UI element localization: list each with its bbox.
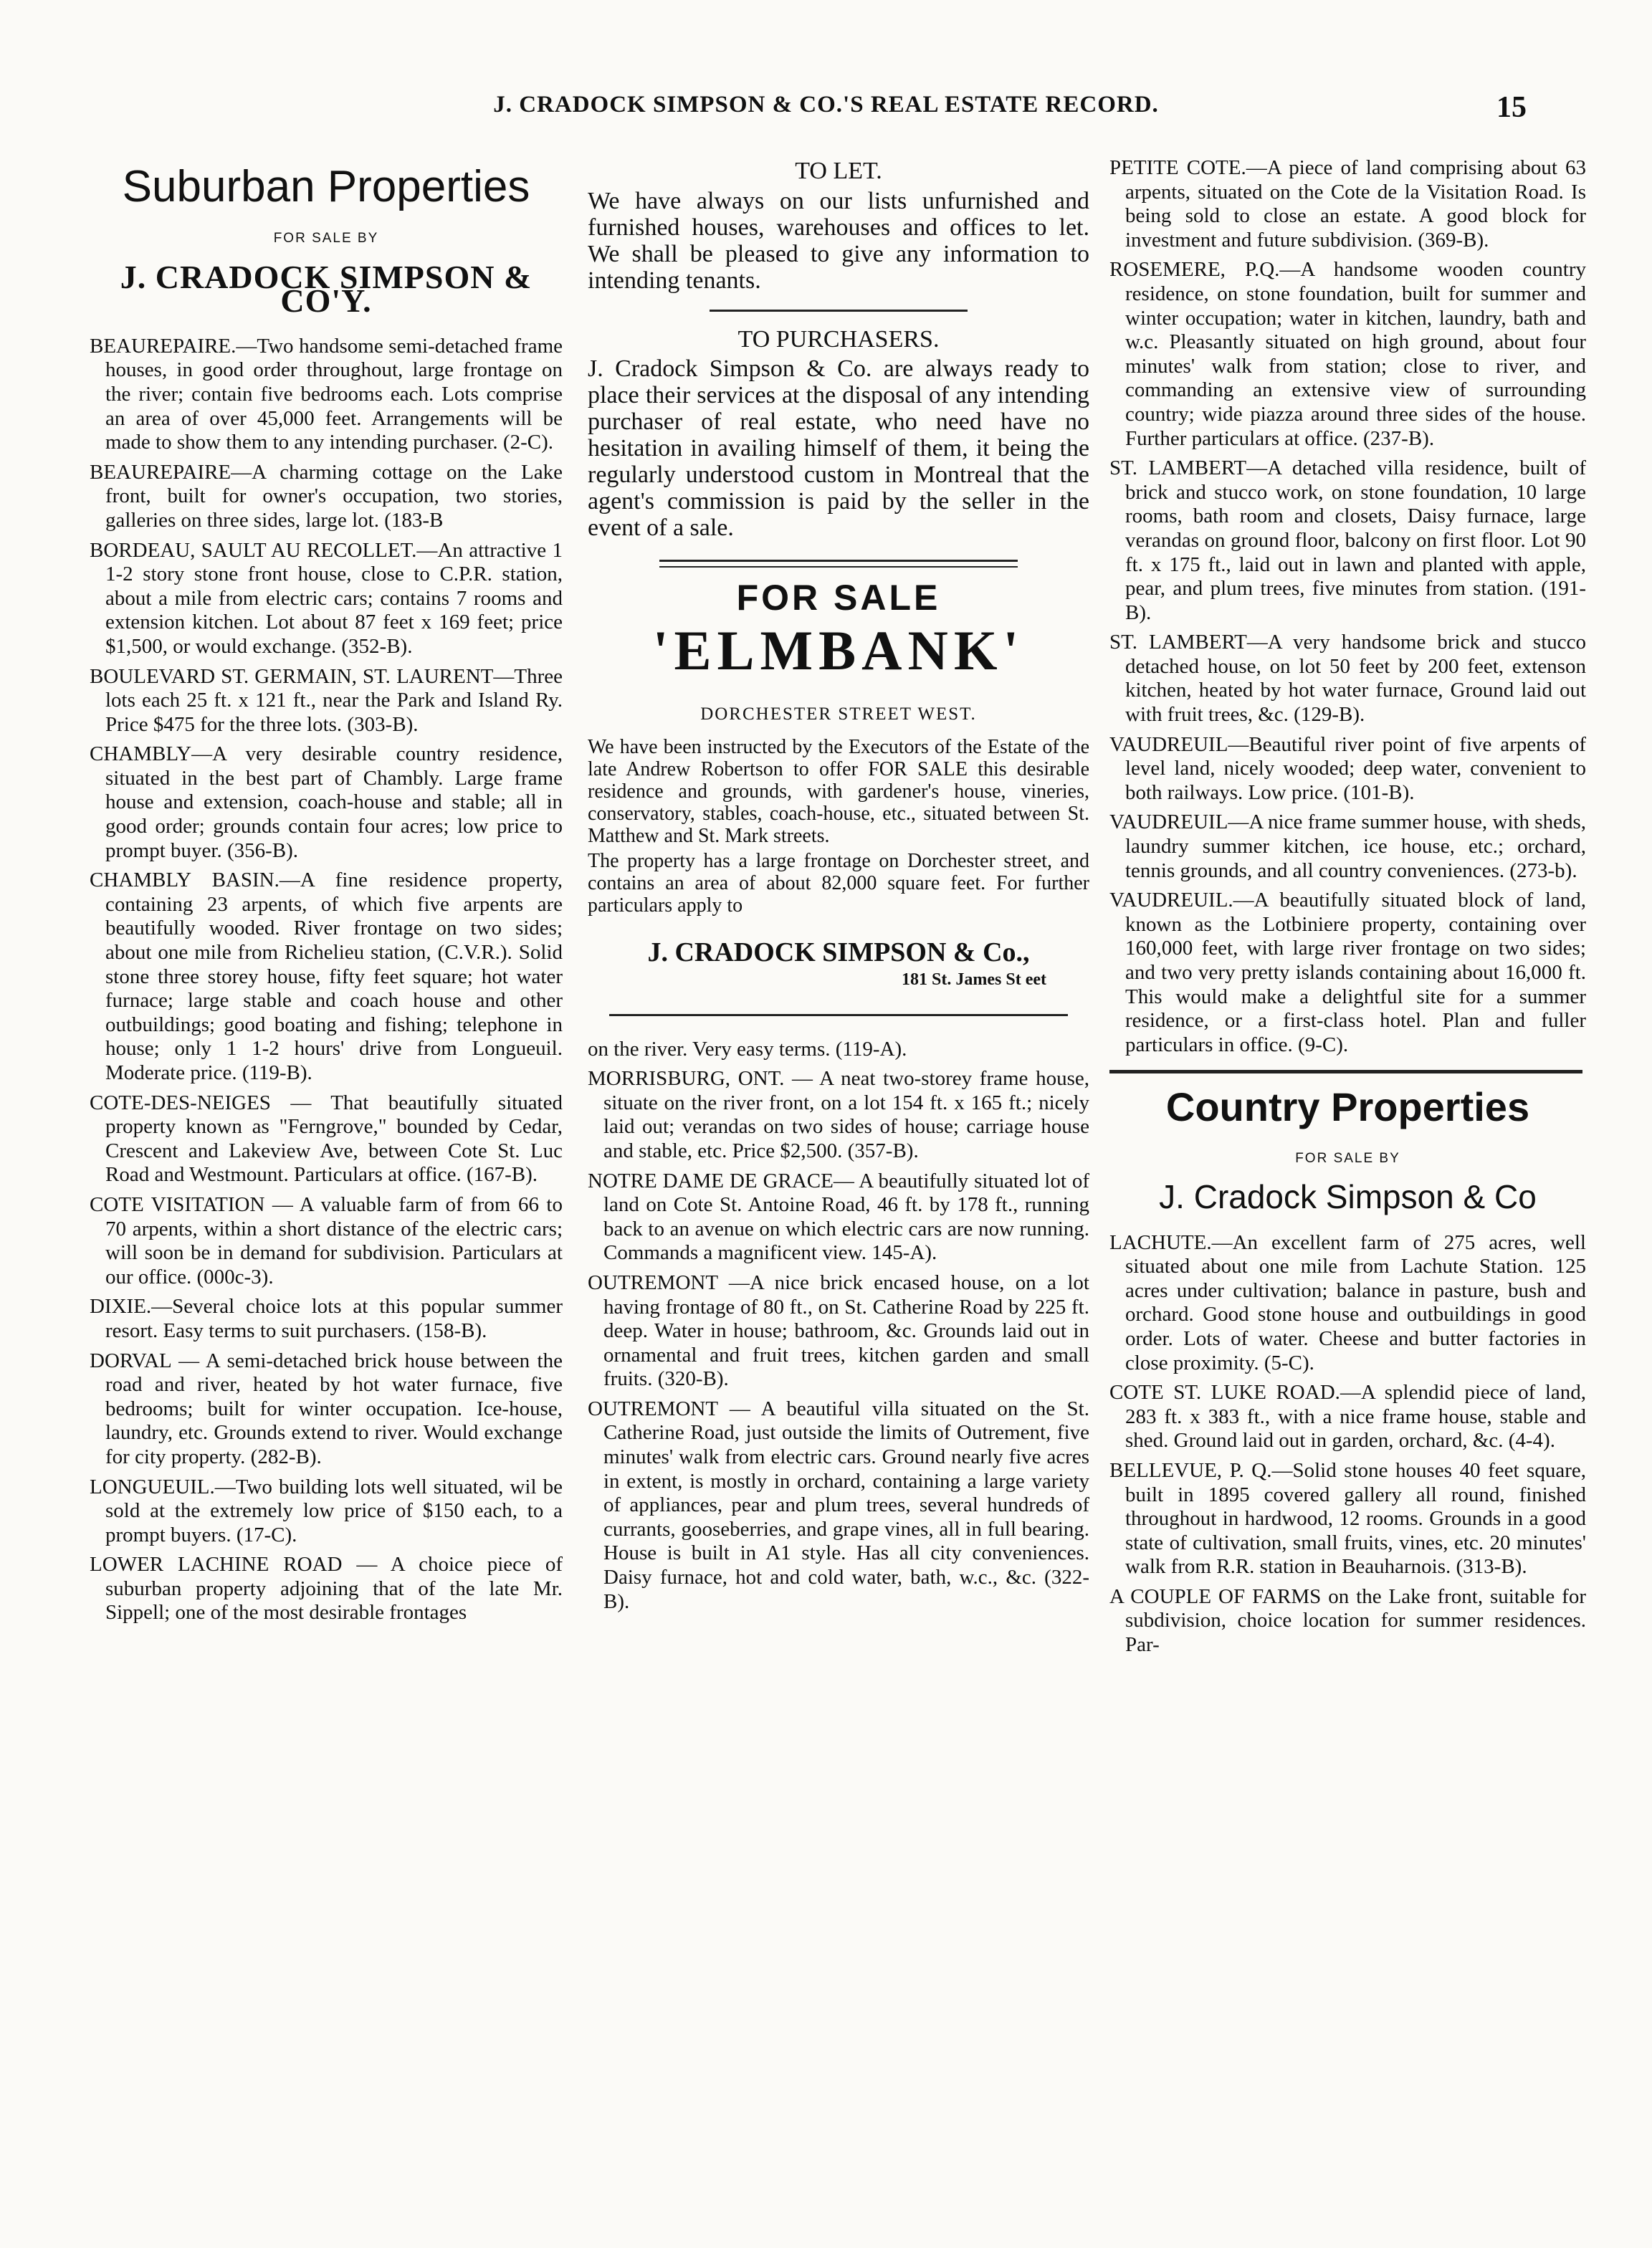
listing-entry: BOULEVARD ST. GERMAIN, ST. LAURENT—Three lots each 25 ft. x 121 ft., near the Park and Island Ry. Price $475 for the three lots. (303-B). — [90, 664, 563, 736]
for-sale-heading: FOR SALE — [736, 578, 941, 618]
divider — [1109, 1070, 1582, 1073]
listing-entry: COTE-DES-NEIGES — That beautifully situated property known as "Ferngrove," bounded by Cedar, Crescent and Lakeview Ave, between Cote St. Luc Road and Westmount. Particulars at office. (167-B). — [90, 1091, 563, 1187]
listing-entry: CHAMBLY—A very desirable country residence, situated in the best part of Chambly. Large frame house and extension, coach-house and stable; all in good order; grounds contain four acres; low price to prompt buyer. (356-B). — [90, 742, 563, 862]
suburban-sale-by: FOR SALE BY — [273, 231, 379, 246]
purchasers-heading: TO PURCHASERS. — [737, 325, 940, 353]
column-middle — [588, 156, 1089, 2195]
listing-entry: DORVAL — A semi-detached brick house between the road and river, heated by hot water furnace, five bedrooms; built for winter occupation. Ice-house, laundry, etc. Grounds extend to river. Would exchange for city property. (282-B). — [90, 1349, 563, 1468]
firm-signature: J. CRADOCK SIMPSON & Co., — [647, 937, 1030, 968]
divider — [609, 1014, 1068, 1016]
listing-entry: A COUPLE OF FARMS on the Lake front, suitable for subdivision, choice location for summer residences. Par- — [1109, 1584, 1586, 1657]
purchasers-text: J. Cradock Simpson & Co. are always ready to place their services at the disposal of any intending purchaser of real estate, who need have no hesitation in availing himself of them, it being the regularly understood custom in Montreal that the agent's commission is paid by the seller in the event of a sale. — [588, 355, 1089, 542]
elmbank-title: 'ELMBANK' — [652, 618, 1025, 681]
column-right — [1109, 156, 1586, 2195]
page-number: 15 — [1496, 91, 1527, 124]
listing-entry: VAUDREUIL—Beautiful river point of five arpents of level land, nicely wooded; deep water, convenient to both railways. Low price. (101-B). — [1109, 732, 1586, 804]
listing-entry: ST. LAMBERT—A very handsome brick and stucco detached house, on lot 50 feet by 200 feet, extenson kitchen, heated by hot water furnace, Ground laid out with fruit trees, &c. (129-B). — [1109, 631, 1586, 727]
listing-entry: OUTREMONT —A nice brick encased house, on a lot having frontage of 80 ft., on St. Catherine Road by 225 ft. deep. Water in house; bathroom, &c. Grounds laid out in ornamental and fruit trees, kitchen garden and small fruits. (320-B). — [588, 1271, 1089, 1391]
listing-entry: on the river. Very easy terms. (119-A). — [588, 1037, 907, 1061]
double-rule — [659, 560, 1018, 568]
listing-entry: BEAUREPAIRE.—Two handsome semi-detached frame houses, in good order throughout, large frontage on the river; contain five bedrooms each. Lots comprise an area of over 45,000 feet. Arrangements will be made to show them to any intending purchaser. (2-C). — [90, 334, 563, 454]
listing-entry: PETITE COTE.—A piece of land comprising about 63 arpents, situated on the Cote de la Visitation Road. Is being sold to close an estate. A good block for investment and future subdivision. (369-B). — [1109, 156, 1586, 252]
suburban-title: Suburban Properties — [122, 162, 530, 211]
listing-entry: OUTREMONT — A beautiful villa situated on the St. Catherine Road, just outside the limits of Outrement, five minutes' walk from electric cars. Ground nearly five acres in extent, is mostly in orchard, containing a large variety of appliances, pear and plum trees, several hundreds of currants, gooseberries, and grape vines, all in full bearing. House is built in A1 style. Has all city conveniences. Daisy furnace, hot and cold water, bath, w.c., &c. (322-B). — [588, 1397, 1089, 1613]
elmbank-text: The property has a large frontage on Dorchester street, and contains an area of about 82,000 square feet. For further particulars apply to — [588, 850, 1089, 917]
to-let-heading: TO LET. — [795, 158, 882, 184]
listing-entry: BELLEVUE, P. Q.—Solid stone houses 40 feet square, built in 1895 covered gallery all round, finished throughout in hardwood, 12 rooms. Grounds in a good state of cultivation, small fruits, vines, etc. 20 minutes' walk from R.R. station in Beauharnois. (313-B). — [1109, 1458, 1586, 1579]
to-let-text: We have always on our lists unfurnished and furnished houses, warehouses and offices to let. We shall be pleased to give any information to intending tenants. — [588, 187, 1089, 294]
firm-address: 181 St. James St eet — [902, 970, 1046, 989]
country-title: Country Properties — [1165, 1084, 1530, 1130]
listing-entry: ST. LAMBERT—A detached villa residence, built of brick and stucco work, on stone foundation, 10 large rooms, bath room and closets, Daisy furnace, large verandas on ground floor, balcony on first floor. Lot 90 ft. x 175 ft., laid out in lawn and planted with apple, pear, and plum trees, five minutes from station. (191-B). — [1109, 456, 1586, 624]
suburban-firm: J. CRADOCK SIMPSON & CO'Y. — [120, 258, 533, 320]
elmbank-street: DORCHESTER STREET WEST. — [700, 704, 977, 724]
listing-entry: LONGUEUIL.—Two building lots well situated, wil be sold at the extremely low price of $150 each, to a prompt buyers. (17-C). — [90, 1475, 563, 1546]
listing-entry: LACHUTE.—An excellent farm of 275 acres, well situated about one mile from Lachute Station. 125 acres under cultivation; balance in pasture, bush and orchard. Good stone house and outbuildings in good order. Lots of water. Cheese and butter factories in close proximity. (5-C). — [1109, 1230, 1586, 1374]
listing-entry: LOWER LACHINE ROAD — A choice piece of suburban property adjoining that of the late Mr. Sippell; one of the most desirable frontages — [90, 1553, 563, 1625]
listing-entry: MORRISBURG, ONT. — A neat two-storey frame house, situate on the river front, on a lot 154 ft. x 165 ft.; nicely laid out; verandas on two sides of house; carriage house and stable, etc. Price $2,500. (357-B). — [588, 1067, 1089, 1162]
listing-entry: COTE ST. LUKE ROAD.—A splendid piece of land, 283 ft. x 383 ft., with a nice frame house, stable and shed. Ground laid out in garden, orchard, &c. (4-4). — [1109, 1381, 1586, 1453]
listing-entry: VAUDREUIL.—A beautifully situated block of land, known as the Lotbiniere property, containing over 160,000 feet, with large river frontage on two sides; and two very pretty islands containing about 16,000 ft. This would make a delightful site for a summer residence, or a first-class hotel. Plan and fuller particulars in office. (9-C). — [1109, 889, 1586, 1056]
running-title: J. CRADOCK SIMPSON & CO.'S REAL ESTATE RECORD. — [493, 92, 1159, 118]
country-sale-by: FOR SALE BY — [1295, 1151, 1400, 1167]
divider — [710, 310, 968, 312]
listing-entry: CHAMBLY BASIN.—A fine residence property, containing 23 arpents, of which five arpents are beautifully wooded. River frontage on two sides; about one mile from Richelieu station, (C.V.R.). Solid stone three storey house, fifty feet square; hot water furnace; large stable and coach house and other outbuildings; good boating and fishing; telephone in house; only 1 1-2 hours' drive from Longueuil. Moderate price. (119-B). — [90, 869, 563, 1084]
listing-entry: DIXIE.—Several choice lots at this popular summer resort. Easy terms to suit purchasers. (158-B). — [90, 1295, 563, 1342]
column-suburban — [90, 156, 563, 2195]
country-firm: J. Cradock Simpson & Co — [1159, 1177, 1537, 1215]
listing-entry: BEAUREPAIRE—A charming cottage on the Lake front, built for owner's occupation, two stories, galleries on three sides, large lot. (183-B — [90, 460, 563, 532]
page-header — [0, 92, 1652, 135]
listing-entry: BORDEAU, SAULT AU RECOLLET.—An attractive 1 1-2 story stone front house, close to C.P.R. station, about a mile from electric cars; contains 7 rooms and extension kitchen. Lot about 87 feet x 169 feet; price $1,500, or would exchange. (352-B). — [90, 538, 563, 658]
listing-entry: ROSEMERE, P.Q.—A handsome wooden country residence, on stone foundation, built for summer and winter occupation; water in kitchen, laundry, bath and w.c. Pleasantly situated on high ground, about four minutes' walk from station; close to river, and commanding an extensive view of surrounding country; wide piazza around three sides of the house. Further particulars at office. (237-B). — [1109, 258, 1586, 450]
listing-entry: COTE VISITATION — A valuable farm of from 66 to 70 arpents, within a short distance of the electric cars; will soon be in demand for subdivision. Particulars at our office. (000c-3). — [90, 1192, 563, 1288]
listing-entry: VAUDREUIL—A nice frame summer house, with sheds, laundry summer kitchen, ice house, etc.; orchard, tennis grounds, and all country conveniences. (273-b). — [1109, 810, 1586, 882]
listing-entry: NOTRE DAME DE GRACE— A beautifully situated lot of land on Cote St. Antoine Road, 46 ft. by 178 ft., running back to an avenue on which electric cars are now running. Commands a magnificent view. 145-A). — [588, 1169, 1089, 1265]
elmbank-text: We have been instructed by the Executors of the Estate of the late Andrew Robertson to offer FOR SALE this desirable residence and grounds, with gardener's house, vineries, conservatory, stables, coach-house, etc., situated between St. Matthew and St. Mark streets. — [588, 736, 1089, 848]
